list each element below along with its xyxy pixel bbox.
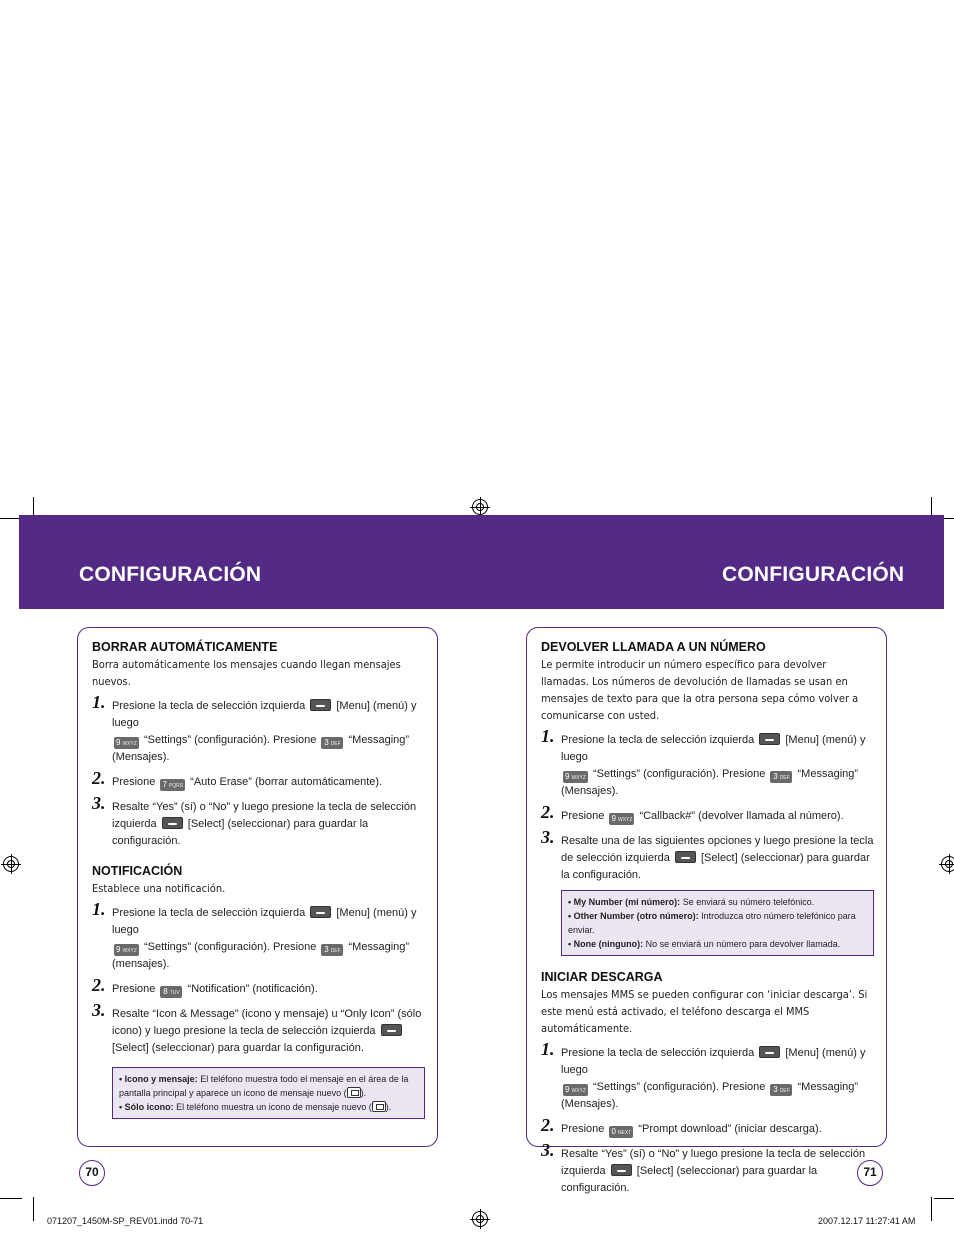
key-9-icon: 9 WXYZ <box>116 738 137 747</box>
step-number: 3. <box>92 1000 106 1020</box>
step-text: [Menu] (menú) y luego <box>561 1047 866 1076</box>
step-text: “Messaging” (Mensajes). <box>561 1081 859 1110</box>
key-7-icon: 7 PQRS <box>162 780 184 789</box>
step-text: Presione <box>561 810 605 822</box>
section-title-download: INICIAR DESCARGA <box>541 970 663 984</box>
step <box>541 1039 874 1113</box>
note-label: • Sólo icono: <box>119 1102 174 1112</box>
new-message-icon <box>372 1101 386 1112</box>
note-box <box>112 1067 425 1119</box>
registration-mark-icon <box>472 499 488 515</box>
step-number: 1. <box>92 899 106 919</box>
left-soft-key-icon <box>310 906 331 918</box>
key-9-icon: 9 WXYZ <box>565 772 586 781</box>
step-text: [Menu] (menú) y luego <box>112 700 417 729</box>
note-text: El teléfono muestra todo el mensaje en el área de la pantalla principal y aparece un icono de mensaje nuevo ( <box>119 1074 409 1098</box>
step-number: 3. <box>92 793 106 813</box>
page-number-right: 71 <box>857 1160 883 1186</box>
key-3-icon: 3 DEF <box>770 771 792 783</box>
step-text: [Menu] (menú) y luego <box>112 907 417 936</box>
note-label: • Icono y mensaje: <box>119 1074 198 1084</box>
left-soft-key-icon <box>759 1046 780 1058</box>
step-text: “Settings” (configuración). Presione <box>143 941 317 953</box>
step-number: 3. <box>541 1140 555 1160</box>
step-number: 1. <box>92 692 106 712</box>
note-item: • Sólo icono: El teléfono muestra un icono de mensaje nuevo ( ). <box>119 1102 392 1112</box>
key-9-icon: 9 WXYZ <box>611 814 633 823</box>
footer-timestamp: 2007.12.17 11:27:41 AM <box>818 1216 916 1226</box>
step-text: [Select] (seleccionar) para guardar la configuración. <box>561 1165 818 1194</box>
crop-mark <box>0 1198 22 1199</box>
left-page-title: CONFIGURACIÓN <box>79 563 262 586</box>
step-text: “Messaging” (Mensajes). <box>112 734 410 763</box>
step <box>92 793 425 850</box>
left-soft-key-icon <box>759 733 780 745</box>
step <box>92 975 425 998</box>
step-number: 1. <box>541 1039 555 1059</box>
step-text: “Notification” (notificación). <box>187 983 318 995</box>
step-number: 1. <box>541 726 555 746</box>
note-item: • Icono y mensaje: El teléfono muestra todo el mensaje en el área de la pantalla principal y aparece un icono de mensaje nuevo ( ). <box>119 1074 409 1098</box>
section-desc: Borra automáticamente los mensajes cuando llegan mensajes nuevos. <box>92 658 401 688</box>
step-text: “Settings” (configuración). Presione <box>143 734 317 746</box>
step-text: Resalte “Yes” (sí) o “No” y luego presione la tecla de selección izquierda <box>112 801 417 830</box>
step-text: “Prompt download” (iniciar descarga). <box>638 1123 822 1135</box>
step-text: Resalte “Icon & Message” (icono y mensaje) u “Only Icon” (sólo icono) y luego presione la tecla de selección izquierda <box>112 1008 422 1037</box>
section-title-auto-erase: BORRAR AUTOMÁTICAMENTE <box>92 640 278 654</box>
crop-mark <box>934 1198 954 1199</box>
step-text: Resalte “Yes” (sí) o “No” y luego presione la tecla de selección izquierda <box>561 1148 866 1177</box>
step-text: “Settings” (configuración). Presione <box>592 1081 766 1093</box>
page-number-left: 70 <box>79 1160 105 1186</box>
crop-mark <box>931 1197 932 1221</box>
step-text: [Select] (seleccionar) para guardar la configuración. <box>112 818 369 847</box>
step-number: 2. <box>541 802 555 822</box>
key-9-icon: 9 WXYZ <box>565 1085 586 1094</box>
step-text: Presione <box>112 983 156 995</box>
step-text: “Auto Erase” (borrar automáticamente). <box>190 776 383 788</box>
registration-mark-icon <box>941 856 954 872</box>
section-desc: Establece una notificación. <box>92 882 226 895</box>
section-title-notification: NOTIFICACIÓN <box>92 864 183 878</box>
new-message-icon <box>347 1087 361 1098</box>
registration-mark-icon <box>3 856 19 872</box>
note-item: • None (ninguno): No se enviará un número para devolver llamada. <box>568 939 841 949</box>
step-text: Presione la tecla de selección izquierda <box>112 700 306 712</box>
key-3-icon: 3 DEF <box>770 1084 792 1096</box>
step-text: [Menu] (menú) y luego <box>561 734 866 763</box>
step-text: Presione la tecla de selección izquierda <box>561 734 755 746</box>
step-text: “Messaging” (mensajes). <box>112 941 410 970</box>
step-text: [Select] (seleccionar) para guardar la configuración. <box>561 852 870 881</box>
crop-mark <box>33 1197 34 1221</box>
right-page-title: CONFIGURACIÓN <box>722 563 905 586</box>
note-item: • My Number (mi número): Se enviará su número telefónico. <box>568 897 815 907</box>
step-number: 2. <box>92 975 106 995</box>
step-text: “Settings” (configuración). Presione <box>592 768 766 780</box>
key-8-icon: 8 TUV <box>160 986 182 998</box>
key-3-icon: 3 DEF <box>321 737 343 749</box>
left-soft-key-icon <box>381 1024 402 1036</box>
section-desc: Le permite introducir un número específico para devolver llamadas. Los números de devolución de llamadas se usan en mensajes de texto para que la otra persona sepa cómo volver a comunicarse con usted. <box>541 658 859 722</box>
step <box>92 768 425 791</box>
header-band <box>19 515 944 609</box>
step-number: 3. <box>541 827 555 847</box>
step-text: “Messaging” (Mensajes). <box>561 768 859 797</box>
step-text: Presione la tecla de selección izquierda <box>561 1047 755 1059</box>
step <box>541 1140 874 1197</box>
left-soft-key-icon <box>162 817 183 829</box>
step <box>541 827 874 884</box>
key-0-icon: 0 NEXT <box>611 1127 632 1136</box>
step <box>541 1115 874 1138</box>
key-3-icon: 3 DEF <box>321 944 343 956</box>
step <box>92 899 425 973</box>
key-9-icon: 9 WXYZ <box>116 945 137 954</box>
left-content-panel <box>77 627 438 1147</box>
section-title-callback: DEVOLVER LLAMADA A UN NÚMERO <box>541 640 766 654</box>
section-desc: Los mensajes MMS se pueden configurar con ‘iniciar descarga’. Si este menú está activado, el teléfono descarga el MMS automáticamente. <box>541 988 868 1035</box>
registration-mark-icon <box>472 1211 488 1227</box>
step-text: Presione la tecla de selección izquierda <box>112 907 306 919</box>
note-box <box>561 890 874 956</box>
step-text: Presione <box>561 1123 605 1135</box>
left-soft-key-icon <box>675 851 696 863</box>
step-number: 2. <box>92 768 106 788</box>
left-soft-key-icon <box>310 699 331 711</box>
step <box>541 802 874 825</box>
step <box>92 692 425 766</box>
note-item: • Other Number (otro número): Introduzca otro número telefónico para enviar. <box>568 911 856 935</box>
step-text: [Select] (seleccionar) para guardar la configuración. <box>112 1042 364 1054</box>
step-number: 2. <box>541 1115 555 1135</box>
note-text: El teléfono muestra un icono de mensaje nuevo ( <box>176 1102 372 1112</box>
step <box>541 726 874 800</box>
footer-filename: 071207_1450M-SP_REV01.indd 70-71 <box>47 1216 204 1226</box>
step-text: “Callback#” (devolver llamada al número). <box>639 810 844 822</box>
step-text: Presione <box>112 776 156 788</box>
left-soft-key-icon <box>611 1164 632 1176</box>
step-text: Resalte una de las siguientes opciones y luego presione la tecla de selección izquierda <box>561 835 874 864</box>
step <box>92 1000 425 1057</box>
